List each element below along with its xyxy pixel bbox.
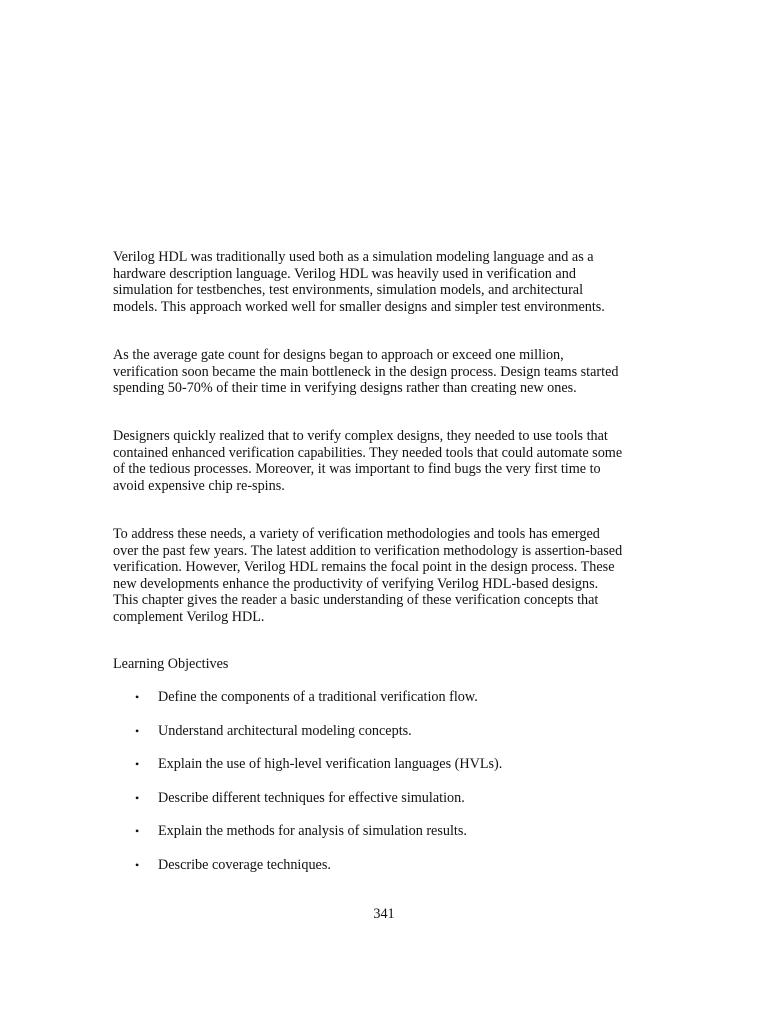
paragraph-designer-needs: [113, 428, 673, 494]
learning-objectives-heading: Learning Objectives: [113, 656, 229, 672]
paragraph-line: complement Verilog HDL.: [113, 608, 265, 625]
paragraph-line: To address these needs, a variety of verification methodologies and tools has emerged: [113, 526, 600, 542]
bullet-icon: •: [135, 690, 140, 704]
objective-text: Describe different techniques for effective simulation.: [158, 789, 465, 806]
paragraph-line: This chapter gives the reader a basic understanding of these verification concepts that: [113, 592, 599, 608]
objective-text: Explain the methods for analysis of simulation results.: [158, 823, 467, 839]
objective-text: Understand architectural modeling concepts.: [158, 722, 412, 739]
paragraph-line: verification soon became the main bottleneck in the design process. Design teams started: [113, 363, 619, 380]
paragraph-verilog-history: [113, 249, 673, 315]
paragraph-line: verification. However, Verilog HDL remains the focal point in the design process. These: [113, 559, 615, 575]
paragraph-line: Verilog HDL was traditionally used both as a simulation modeling language and as a: [113, 249, 594, 265]
paragraph-line: avoid expensive chip re-spins.: [113, 477, 285, 494]
paragraph-line: contained enhanced verification capabilities. They needed tools that could automate some: [113, 444, 623, 461]
objective-text: Explain the use of high-level verification languages (HVLs).: [158, 756, 503, 772]
paragraph-gate-count: [113, 347, 673, 397]
paragraph-line: As the average gate count for designs began to approach or exceed one million,: [113, 347, 564, 363]
bullet-icon: •: [135, 757, 140, 771]
paragraph-methodologies: [113, 526, 673, 625]
paragraph-line: of the tedious processes. Moreover, it was important to find bugs the very first time to: [113, 461, 601, 477]
objective-text: Describe coverage techniques.: [158, 856, 331, 873]
paragraph-line: Designers quickly realized that to verify complex designs, they needed to use tools that: [113, 428, 608, 444]
objective-text: Define the components of a traditional verification flow.: [158, 689, 478, 705]
paragraph-line: models. This approach worked well for smaller designs and simpler test environments.: [113, 298, 605, 315]
paragraph-line: simulation for testbenches, test environments, simulation models, and architectural: [113, 282, 584, 298]
bullet-icon: •: [135, 857, 140, 872]
bullet-icon: •: [135, 824, 140, 838]
paragraph-line: spending 50-70% of their time in verifying designs rather than creating new ones.: [113, 380, 577, 396]
page-number: 341: [373, 906, 395, 922]
paragraph-line: hardware description language. Verilog HDL was heavily used in verification and: [113, 265, 576, 282]
bullet-icon: •: [135, 723, 140, 738]
bullet-icon: •: [135, 790, 140, 805]
paragraph-line: new developments enhance the productivity of verifying Verilog HDL-based designs.: [113, 575, 599, 592]
paragraph-line: over the past few years. The latest addition to verification methodology is assertion-based: [113, 542, 623, 559]
